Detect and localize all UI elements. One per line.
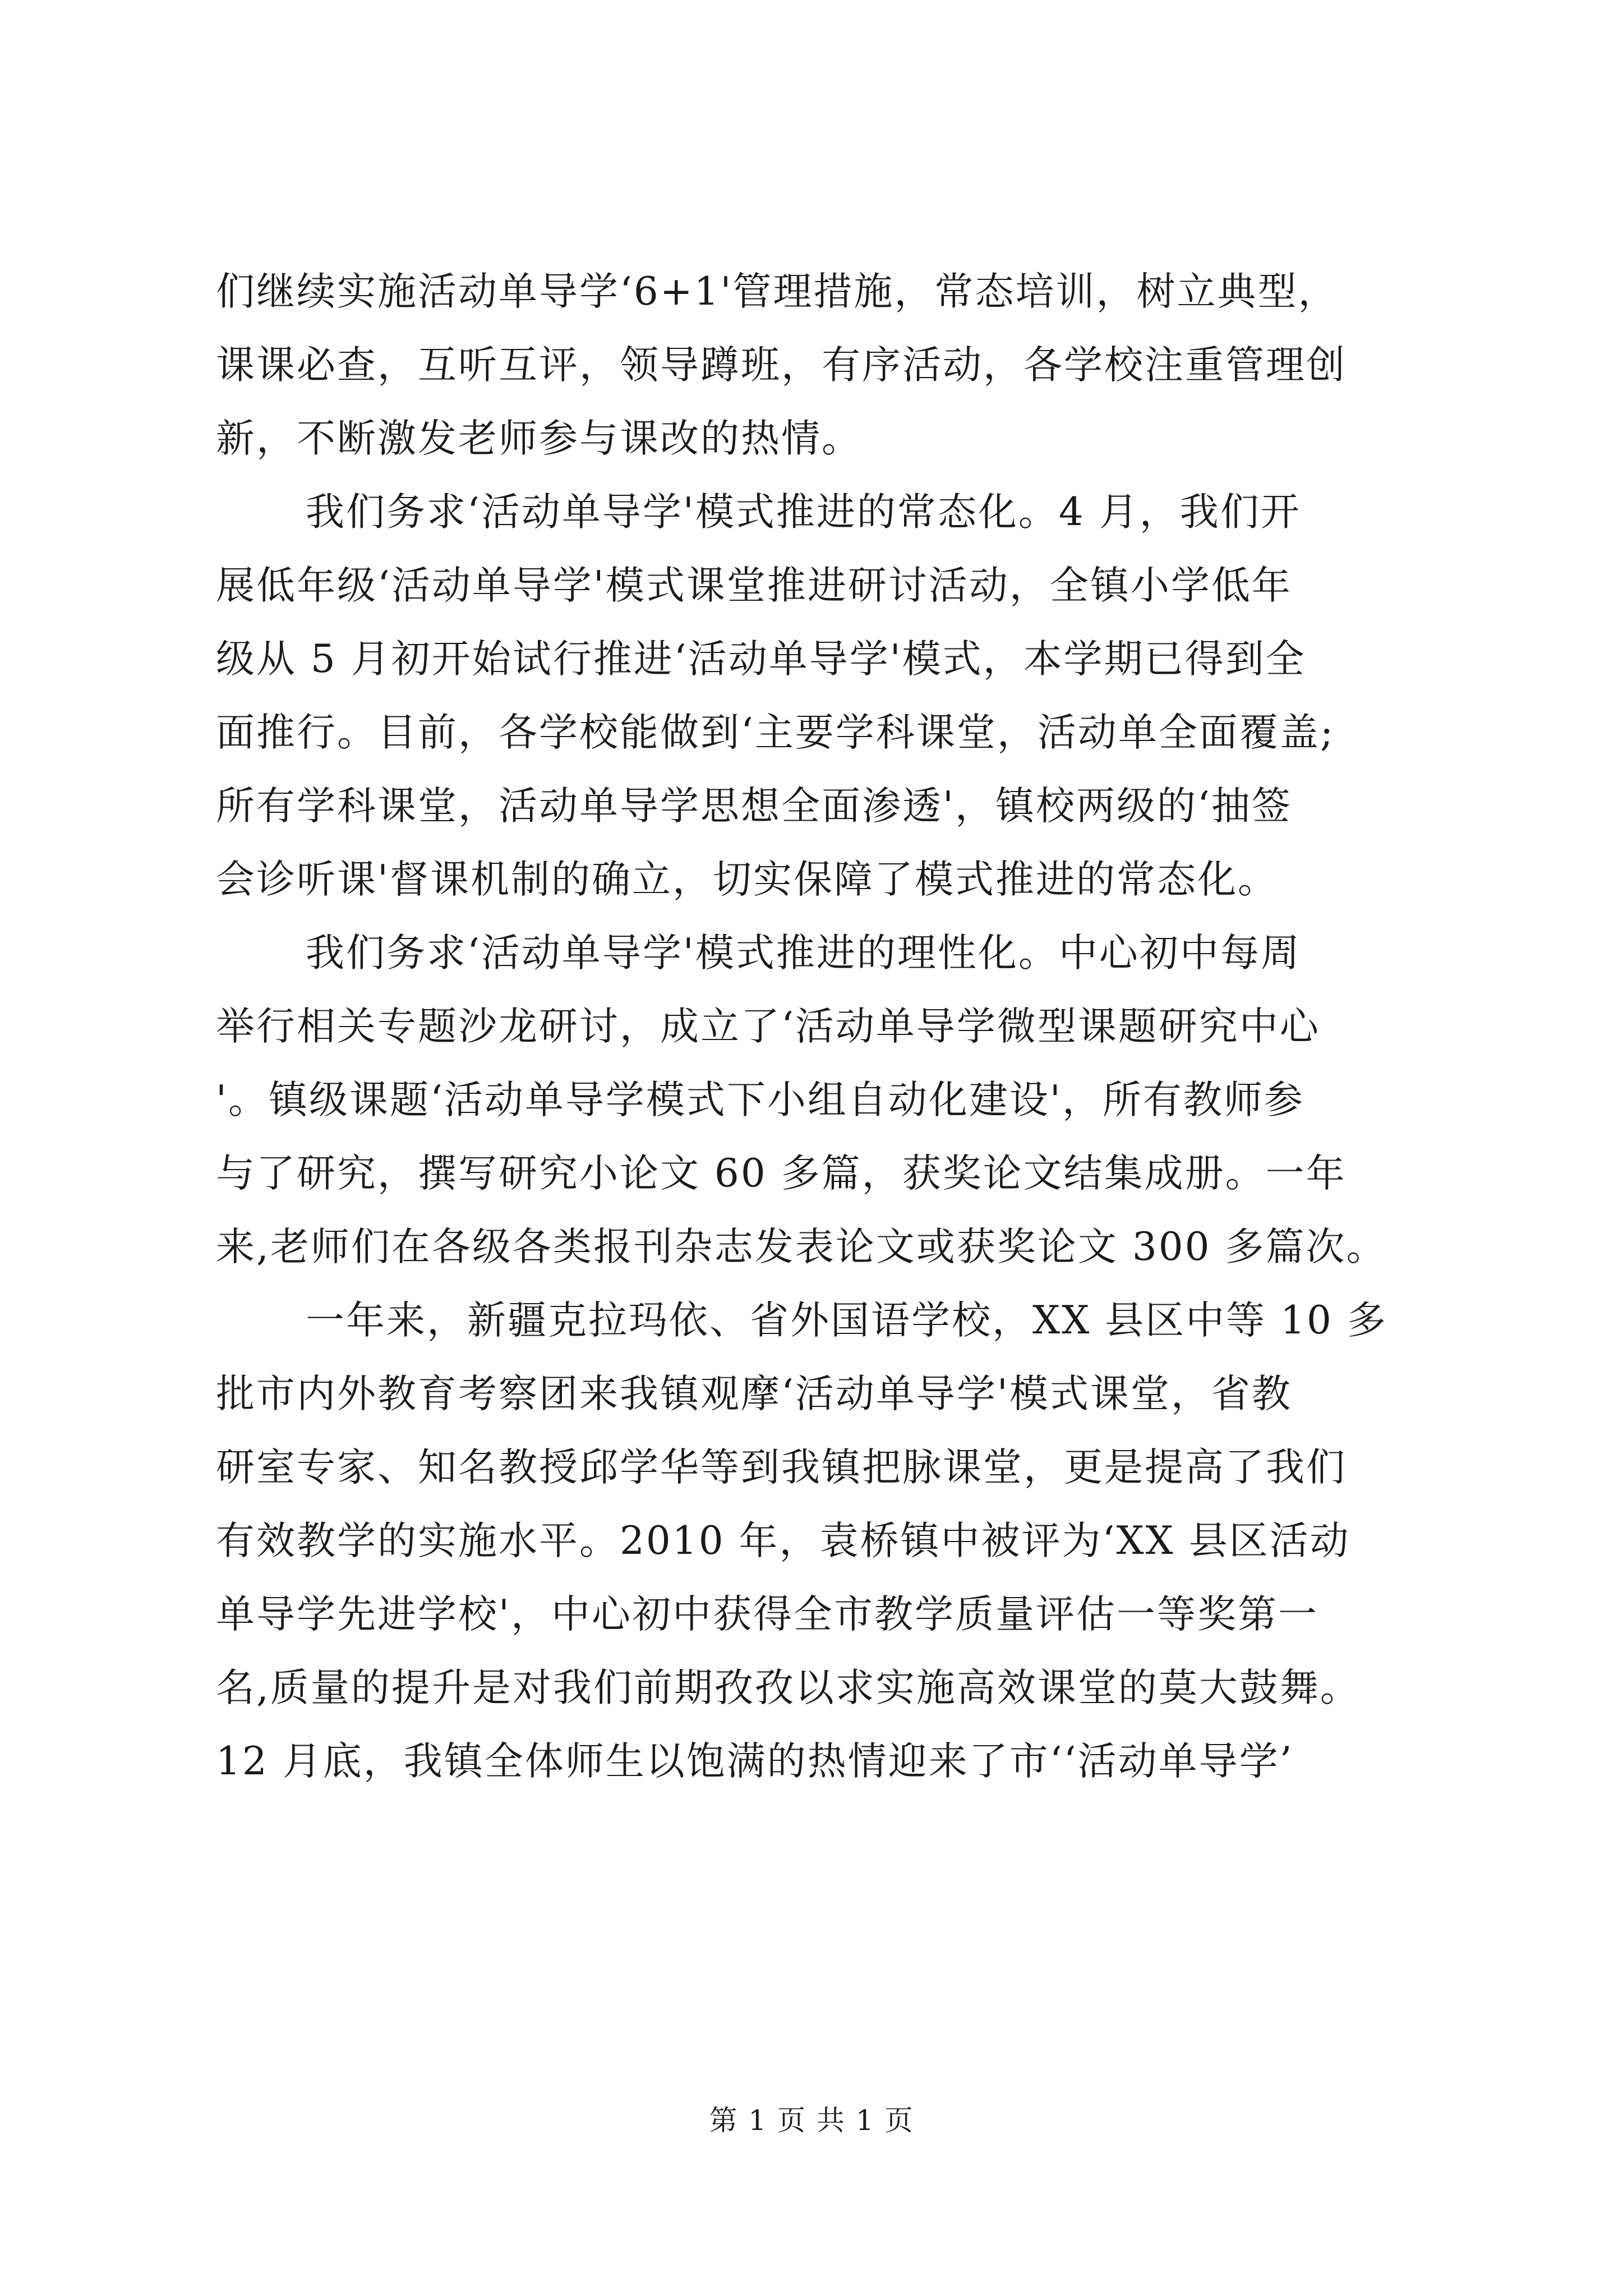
- text-line: 我们务求‘活动单导学'模式推进的理性化。中心初中每周: [306, 931, 1301, 976]
- page-number-label: 第 1 页 共 1 页: [709, 2104, 914, 2137]
- text-line: 课课必查，互听互评，领导蹲班，有序活动，各学校注重管理创: [216, 343, 1347, 388]
- text-line: 研室专家、知名教授邱学华等到我镇把脉课堂，更是提高了我们: [216, 1445, 1347, 1490]
- text-line: 一年来，新疆克拉玛依、省外国语学校，XX 县区中等 10 多: [306, 1298, 1387, 1343]
- text-line: 所有学科课堂，活动单导学思想全面渗透'，镇校两级的‘抽签: [216, 784, 1292, 829]
- paragraph-2: [216, 476, 1410, 917]
- text-line: 面推行。目前，各学校能做到‘主要学科课堂，活动单全面覆盖;: [216, 710, 1335, 755]
- text-line: 有效教学的实施水平。2010 年，袁桥镇中被评为‘XX 县区活动: [216, 1519, 1350, 1563]
- text-line: '。镇级课题‘活动单导学模式下小组自动化建设'，所有教师参: [216, 1078, 1304, 1122]
- text-line: 单导学先进学校'，中心初中获得全市教学质量评估一等奖第一: [216, 1592, 1318, 1637]
- text-line: 与了研究，撰写研究小论文 60 多篇，获奖论文结集成册。一年: [216, 1151, 1347, 1196]
- paragraph-3: [216, 917, 1410, 1284]
- text-line: 12 月底，我镇全体师生以饱满的热情迎来了市‘‘活动单导学’: [216, 1739, 1294, 1784]
- text-line: 级从 5 月初开始试行推进‘活动单导学'模式，本学期已得到全: [216, 637, 1306, 682]
- text-line: 新，不断激发老师参与课改的热情。: [216, 416, 862, 461]
- text-line: 会诊听课'督课机制的确立，切实保障了模式推进的常态化。: [216, 857, 1278, 902]
- document-body: [216, 255, 1410, 1798]
- text-line: 来,老师们在各级各类报刊杂志发表论文或获奖论文 300 多篇次。: [216, 1225, 1387, 1269]
- paragraph-4: [216, 1284, 1410, 1798]
- text-line: 名,质量的提升是对我们前期孜孜以求实施高效课堂的莫大鼓舞。: [216, 1665, 1361, 1710]
- paragraph-1: [216, 255, 1410, 476]
- text-line: 我们务求‘活动单导学'模式推进的常态化。4 月，我们开: [306, 490, 1301, 535]
- text-line: 展低年级‘活动单导学'模式课堂推进研讨活动，全镇小学低年: [216, 563, 1292, 608]
- page-footer: [0, 2098, 1623, 2143]
- text-line: 们继续实施活动单导学‘6+1'管理措施，常态培训，树立典型，: [216, 269, 1339, 314]
- text-line: 批市内外教育考察团来我镇观摩‘活动单导学'模式课堂，省教: [216, 1372, 1292, 1416]
- text-line: 举行相关专题沙龙研讨，成立了‘活动单导学微型课题研究中心: [216, 1004, 1320, 1049]
